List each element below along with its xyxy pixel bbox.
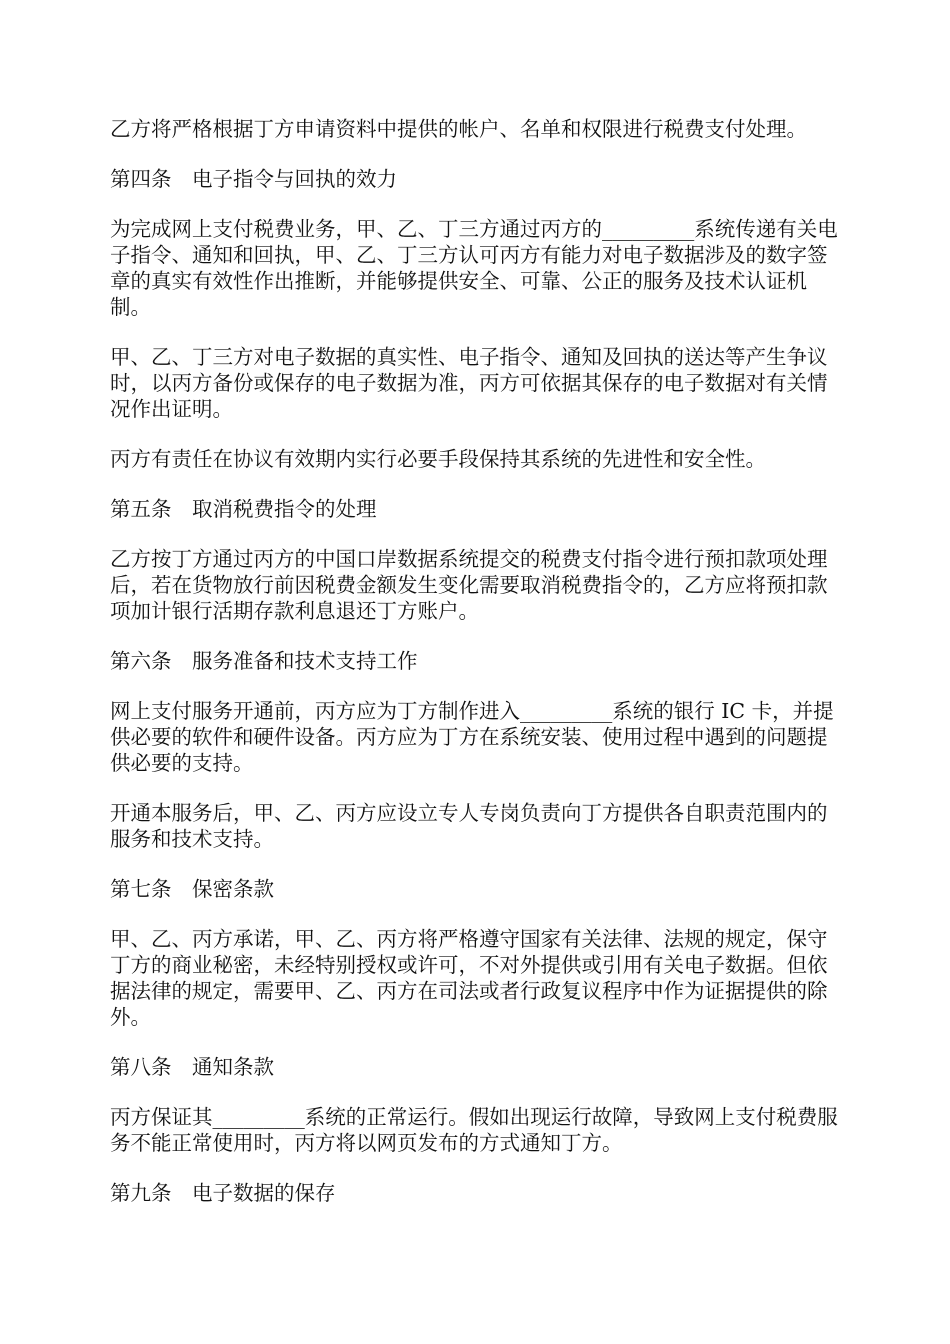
paragraph-system-security: 丙方有责任在协议有效期内实行必要手段保持其系统的先进性和安全性。	[110, 447, 766, 471]
article-9-heading: 第九条 电子数据的保存	[110, 1181, 336, 1205]
article-4-heading: 第四条 电子指令与回执的效力	[110, 167, 397, 191]
article-5-heading: 第五条 取消税费指令的处理	[110, 497, 377, 521]
paragraph-account-processing: 乙方将严格根据丁方申请资料中提供的帐户、名单和权限进行税费支付处理。	[110, 117, 807, 141]
article-6-heading: 第六条 服务准备和技术支持工作	[110, 649, 418, 673]
article-7-heading: 第七条 保密条款	[110, 877, 274, 901]
paragraph-confidentiality: 甲、乙、丙方承诺，甲、乙、丙方将严格遵守国家有关法律、法规的规定，保守丁方的商业秘密，未经特别授权或许可，不对外提供或引用有关电子数据。但依据法律的规定，需要甲、乙、丙方在司法或者行政复议程序中作为证据提供的除外。	[110, 927, 828, 1029]
paragraph-technical-support: 开通本服务后，甲、乙、丙方应设立专人专岗负责向丁方提供各自职责范围内的服务和技术支持。	[110, 801, 828, 851]
paragraph-notification: 丙方保证其_________系统的正常运行。假如出现运行故障，导致网上支付税费服务不能正常使用时，丙方将以网页发布的方式通知丁方。	[110, 1105, 838, 1155]
paragraph-electronic-instructions: 为完成网上支付税费业务，甲、乙、丁三方通过丙方的_________系统传递有关电子指令、通知和回执，甲、乙、丁三方认可丙方有能力对电子数据涉及的数字签章的真实有效性作出推断，并能够提供安全、可靠、公正的服务及技术认证机制。	[110, 217, 838, 319]
article-8-heading: 第八条 通知条款	[110, 1055, 274, 1079]
paragraph-dispute-evidence: 甲、乙、丁三方对电子数据的真实性、电子指令、通知及回执的送达等产生争议时，以丙方备份或保存的电子数据为准，丙方可依据其保存的电子数据对有关情况作出证明。	[110, 345, 828, 421]
document-body	[110, 116, 845, 1230]
paragraph-cancel-instruction: 乙方按丁方通过丙方的中国口岸数据系统提交的税费支付指令进行预扣款项处理后，若在货物放行前因税费金额发生变化需要取消税费指令的，乙方应将预扣款项加计银行活期存款利息退还丁方账户。	[110, 547, 828, 623]
paragraph-service-preparation: 网上支付服务开通前，丙方应为丁方制作进入_________系统的银行 IC 卡，并提供必要的软件和硬件设备。丙方应为丁方在系统安装、使用过程中遇到的问题提供必要的支持。	[110, 699, 834, 775]
